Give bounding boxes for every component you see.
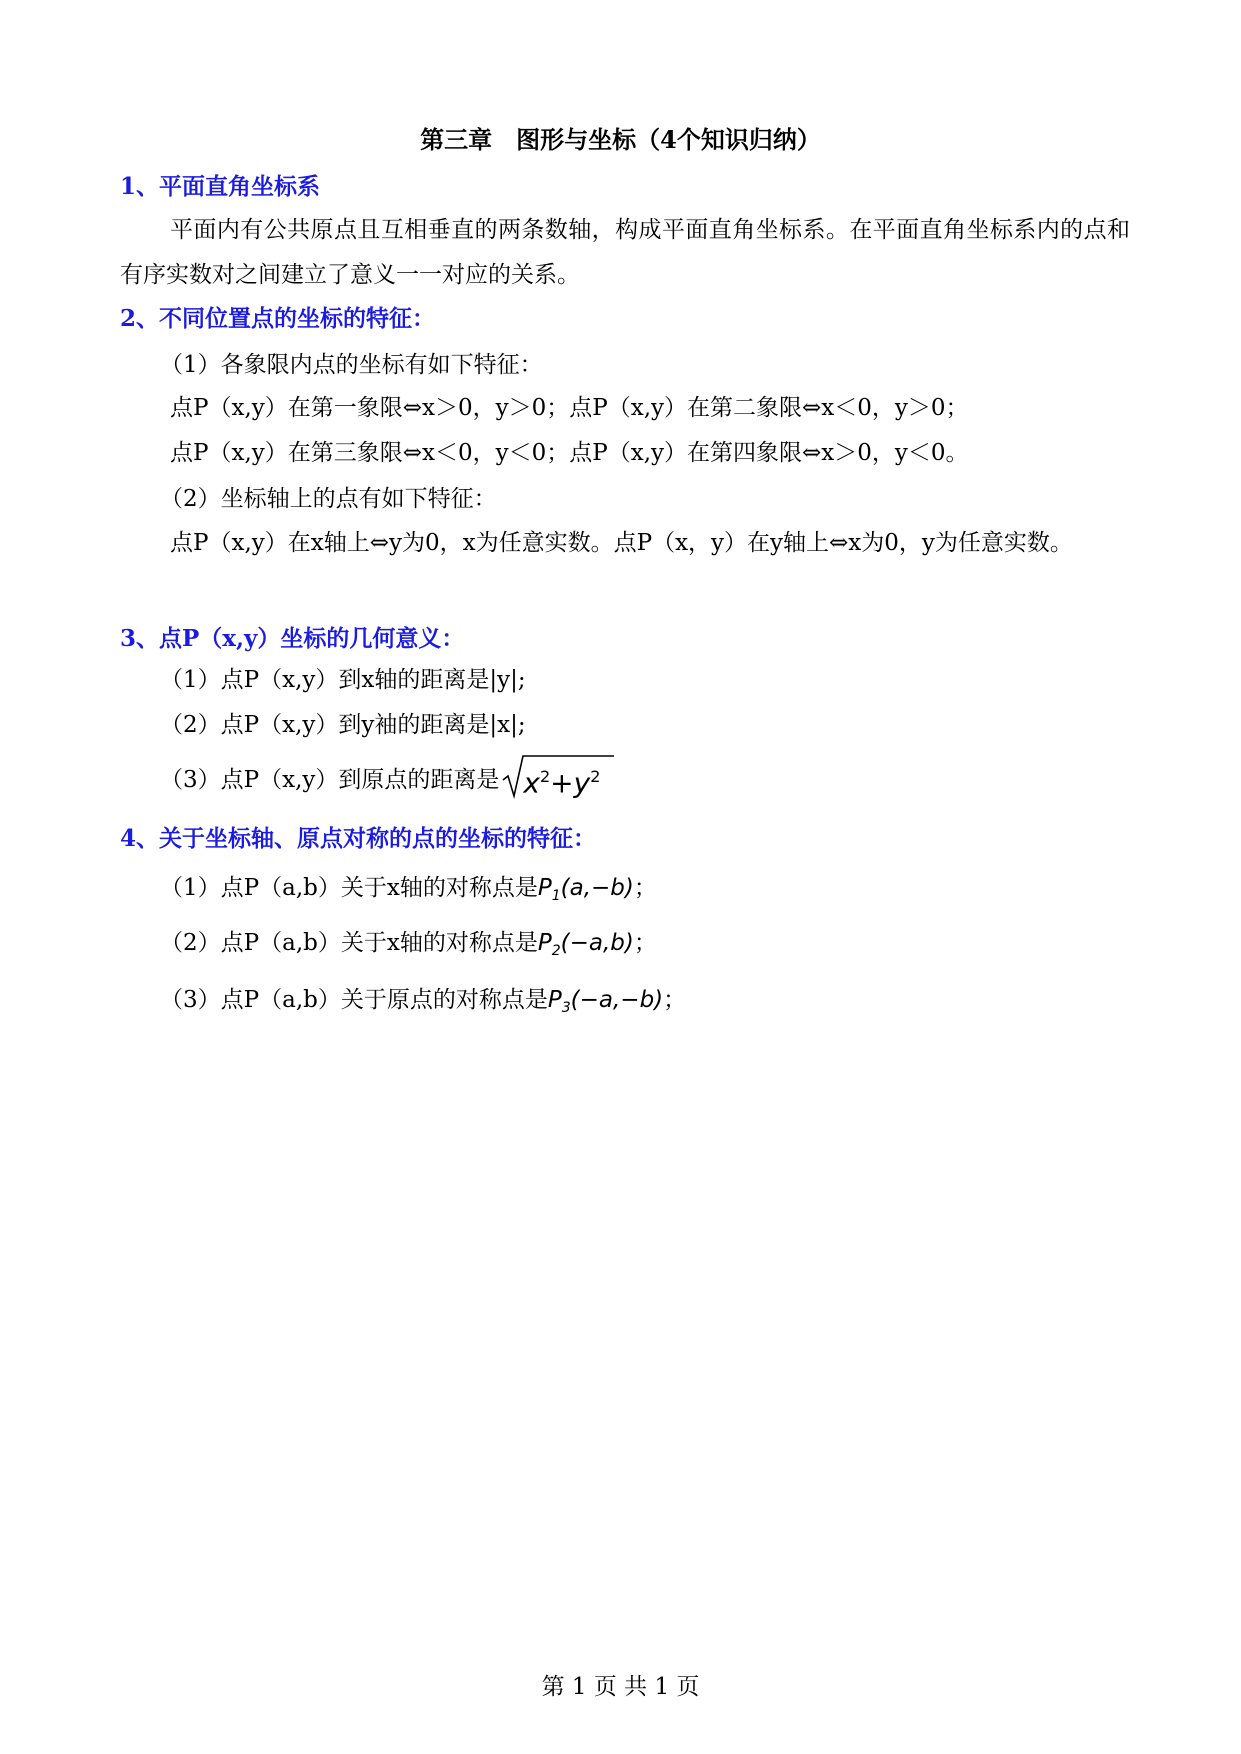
p2-letter: P — [537, 930, 552, 956]
section-3-line-3-text: （3）点P（x,y）到原点的距离是 — [160, 767, 500, 794]
section-3-line-1: （1）点P（x,y）到x轴的距离是|y|; — [160, 667, 526, 693]
sqrt-plus: + — [550, 766, 574, 800]
section-4-line-1 — [160, 873, 657, 906]
section-4-line-2-end: ； — [633, 930, 657, 956]
section-3-line-3 — [160, 762, 604, 800]
section-4-line-2-text: （2）点P（a,b）关于x轴的对称点是 — [160, 930, 538, 956]
sqrt-expression — [501, 762, 604, 800]
section-4-line-3-end: ； — [663, 987, 687, 1013]
section-1-heading: 1、平面直角坐标系 — [120, 173, 321, 200]
section-1-body: 平面内有公共原点且互相垂直的两条数轴，构成平面直角坐标系。在平面直角坐标系内的点和有序实数对之间建立了意义一一对应的关系。 — [120, 217, 1130, 288]
section-4-line-1-text: （1）点P（a,b）关于x轴的对称点是 — [160, 875, 538, 901]
section-4-line-3 — [160, 985, 686, 1018]
radical-sign — [501, 752, 616, 802]
section-4-line-2 — [160, 928, 657, 961]
page-footer: 第 1 页 共 1 页 — [541, 1674, 700, 1700]
section-2-heading: 2、不同位置点的坐标的特征： — [120, 305, 436, 332]
p1-coords: (a,−b) — [560, 875, 634, 901]
p3-subscript: 3 — [561, 1000, 571, 1016]
point-p1 — [537, 875, 634, 904]
p1-letter: P — [537, 875, 552, 901]
p3-coords: (−a,−b) — [570, 987, 664, 1013]
p3-letter: P — [547, 987, 562, 1013]
p2-coords: (−a,b) — [560, 930, 634, 956]
p2-subscript: 2 — [551, 943, 561, 959]
point-p2 — [537, 930, 634, 959]
section-3-line-2: （2）点P（x,y）到y袖的距离是|x|; — [160, 712, 526, 738]
section-2-line-5: 点P（x,y）在x轴上⇔y为0，x为任意实数。点P（x，y）在y轴上⇔x为0，y为任意实数。 — [170, 530, 1073, 556]
section-2-line-1: （1）各象限内点的坐标有如下特征： — [160, 352, 543, 378]
sqrt-x: x — [523, 766, 540, 800]
section-2-line-2: 点P（x,y）在第一象限⇔x＞0，y＞0；点P（x,y）在第二象限⇔x＜0，y＞0； — [170, 395, 969, 421]
section-4-line-1-end: ； — [633, 875, 657, 901]
section-2-line-4: （2）坐标轴上的点有如下特征： — [160, 486, 497, 512]
section-2-line-3: 点P（x,y）在第三象限⇔x＜0，y＜0；点P（x,y）在第四象限⇔x＞0，y＜0。 — [170, 440, 969, 466]
section-4-heading: 4、关于坐标轴、原点对称的点的坐标的特征： — [120, 825, 597, 852]
point-p3 — [547, 987, 664, 1016]
p1-subscript: 1 — [551, 888, 561, 904]
section-4-line-3-text: （3）点P（a,b）关于原点的对称点是 — [160, 987, 548, 1013]
sqrt-y-exponent: 2 — [590, 767, 601, 786]
sqrt-y: y — [573, 766, 591, 800]
page-title: 第三章 图形与坐标（4个知识归纳） — [420, 125, 821, 154]
sqrt-x-exponent: 2 — [539, 767, 551, 786]
section-3-heading: 3、点P（x,y）坐标的几何意义： — [120, 625, 465, 652]
